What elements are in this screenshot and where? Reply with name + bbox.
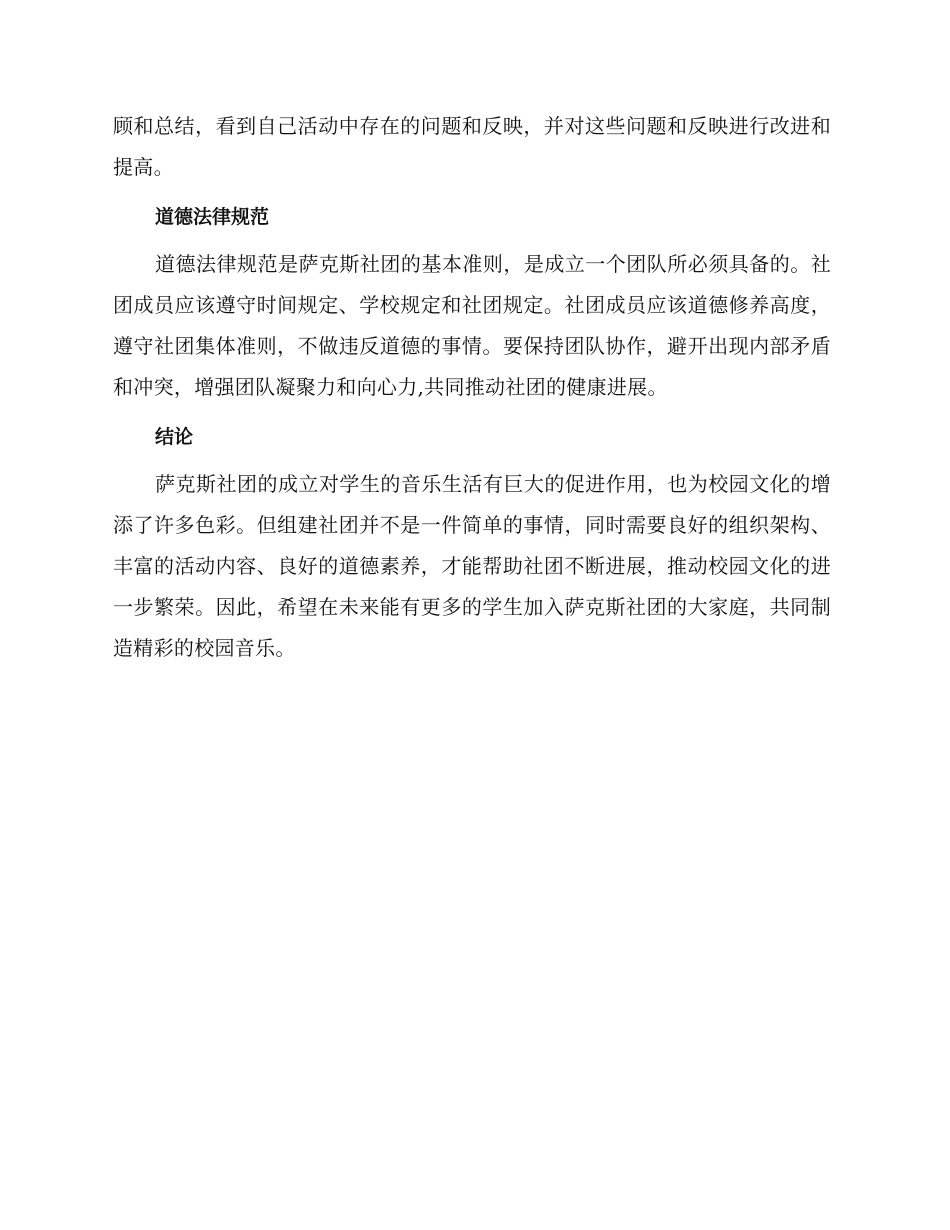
section-heading-ethics-law: 道德法律规范 [155, 206, 270, 228]
document-body [113, 106, 831, 669]
section-paragraph-ethics-law: 道德法律规范是萨克斯社团的基本准则，是成立一个团队所必须具备的。社团成员应该遵守时间规定、学校规定和社团规定。社团成员应该道德修养高度，遵守社团集体准则，不做违反道德的事情。要保持团队协作，避开出现内部矛盾和冲突，增强团队凝聚力和向心力,共同推动社团的健康进展。 [113, 252, 831, 399]
intro-paragraph: 顾和总结，看到自己活动中存在的问题和反映，并对这些问题和反映进行改进和提高。 [113, 114, 831, 179]
section-paragraph-conclusion: 萨克斯社团的成立对学生的音乐生活有巨大的促进作用，也为校园文化的增添了许多色彩。但组建社团并不是一件简单的事情，同时需要良好的组织架构、丰富的活动内容、良好的道德素养，才能帮助社团不断进展，推动校园文化的进一步繁荣。因此，希望在未来能有更多的学生加入萨克斯社团的大家庭，共同制造精彩的校园音乐。 [113, 472, 831, 660]
section-heading-conclusion: 结论 [155, 426, 194, 448]
